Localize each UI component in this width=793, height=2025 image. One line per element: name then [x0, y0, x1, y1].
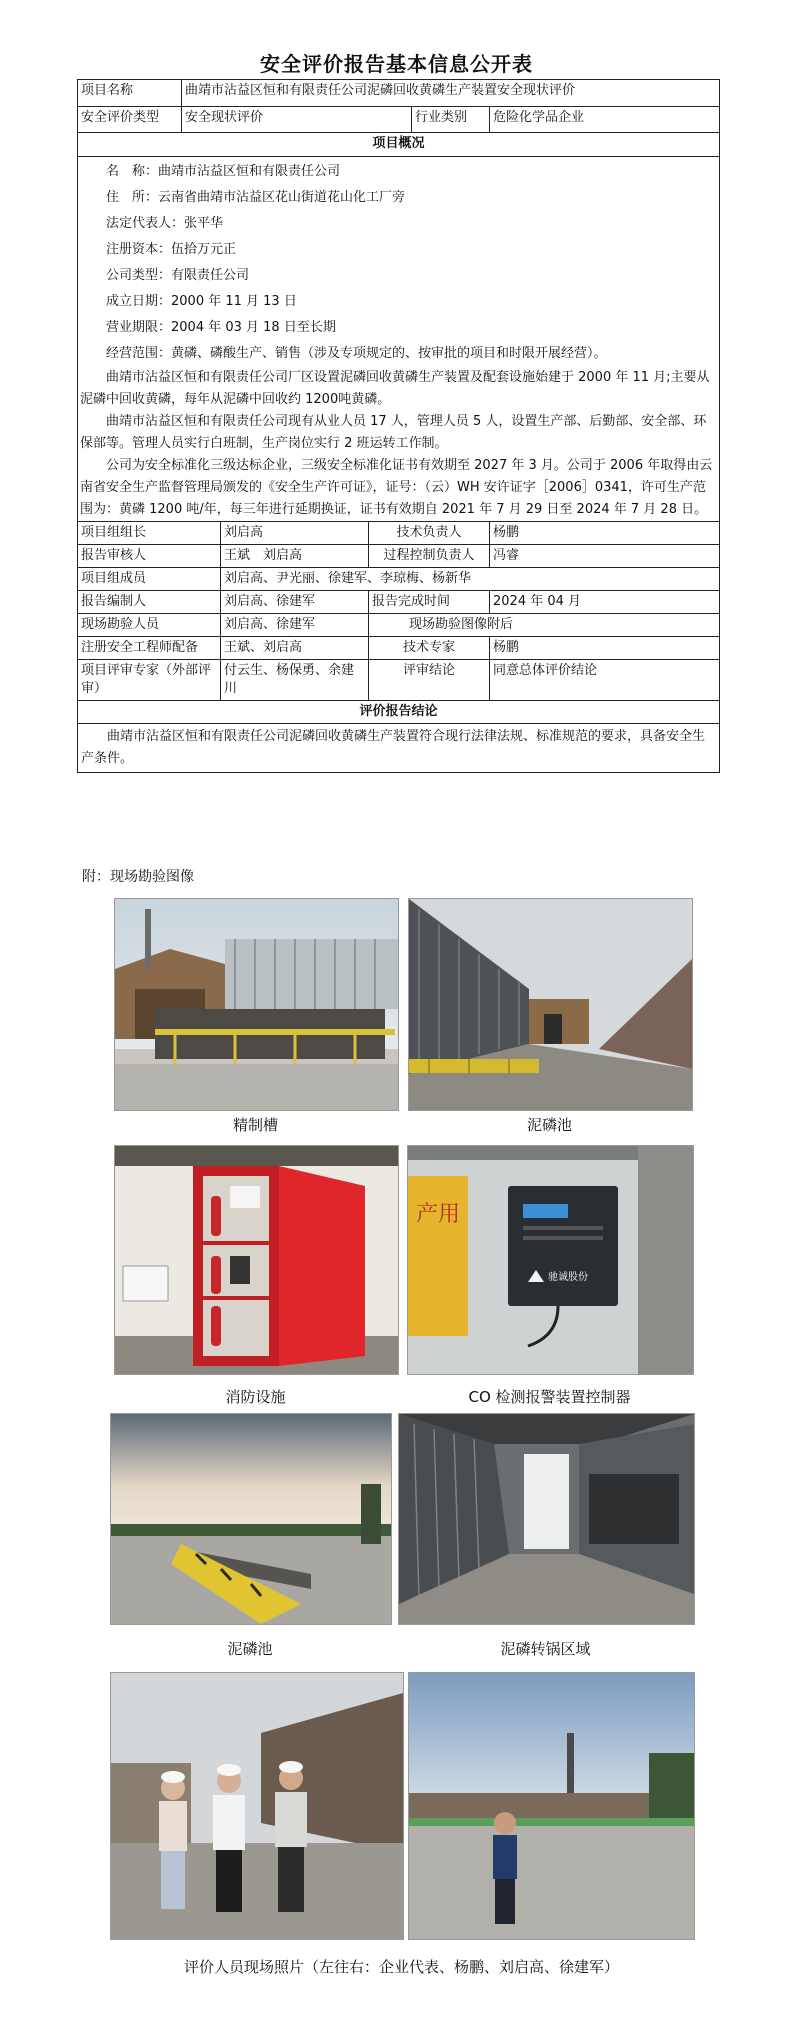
- process: 冯睿: [490, 545, 720, 568]
- photo-pot-transfer-area: [398, 1413, 695, 1625]
- overview-paragraph: 曲靖市沾益区恒和有限责任公司厂区设置泥磷回收黄磷生产装置及配套设施始建于 2000 年 11 月;主要从泥磷中回收黄磷，每年从泥磷中回收约 1200吨黄磷。: [80, 370, 710, 407]
- site: 刘启高、徐建军: [221, 614, 369, 637]
- expert: 杨鹏: [490, 637, 720, 660]
- overview-paragraph: 曲靖市沾益区恒和有限责任公司现有从业人员 17 人，管理人员 5 人，设置生产部、后勤部、安全部、环保部等。管理人员实行白班制，生产岗位实行 2 班运转工作制。: [80, 414, 707, 451]
- done: 2024 年 04 月: [490, 591, 720, 614]
- external: 付云生、杨保勇、余建川: [221, 660, 369, 701]
- overview-header: 项目概况: [78, 133, 720, 157]
- engineer: 王斌、刘启高: [221, 637, 369, 660]
- industry-label: 行业类别: [412, 107, 490, 133]
- members-label: 项目组成员: [78, 568, 221, 591]
- overview-line: 名 称：曲靖市沾益区恒和有限责任公司: [106, 164, 341, 179]
- caption-3: 消防设施: [225, 1388, 286, 1406]
- overview-paragraph: 公司为安全标准化三级达标企业，三级安全标准化证书有效期至 2027 年 3 月。公司于 2006 年取得由云南省安全生产监督管理局颁发的《安全生产许可证》，证号：（云）WH 安许证字［2006］0341，许可生产范围为：黄磷 1200 吨/年，每三年进行延期换证，证书有效期自 2021 年 7 月 29 日至 2024 年 7 月 28 日。: [80, 458, 713, 517]
- leader-label: 项目组组长: [78, 522, 221, 545]
- photo-fire-facilities: [114, 1145, 399, 1375]
- photo-team-member: [408, 1672, 695, 1940]
- done-label: 报告完成时间: [369, 591, 490, 614]
- overview-line: 注册资本：伍拾万元正: [106, 242, 237, 257]
- site-image-note: 现场勘验图像附后: [369, 614, 720, 637]
- process-label: 过程控制负责人: [369, 545, 490, 568]
- conclusion-label: 评审结论: [369, 660, 490, 701]
- info-table: [77, 79, 720, 773]
- expert-label: 技术专家: [369, 637, 490, 660]
- overview-line: 营业期限：2004 年 03 月 18 日至长期: [106, 320, 336, 335]
- overview-line: 成立日期：2000 年 11 月 13 日: [106, 294, 297, 309]
- external-label: 项目评审专家（外部评审）: [78, 660, 221, 701]
- caption-1: 精制槽: [232, 1116, 278, 1134]
- caption-5: 泥磷池: [227, 1640, 273, 1658]
- conclusion: 同意总体评价结论: [490, 660, 720, 701]
- industry: 危险化学品企业: [490, 107, 720, 133]
- device-brand: 驰诚股份: [548, 1272, 588, 1283]
- tech-lead-label: 技术负责人: [369, 522, 490, 545]
- eval-type: 安全现状评价: [182, 107, 412, 133]
- project-name-label: 项目名称: [78, 80, 182, 107]
- tech-lead: 杨鹏: [490, 522, 720, 545]
- reviewer: 王斌 刘启高: [221, 545, 369, 568]
- photo-phosphorus-pool: [408, 898, 693, 1111]
- photo-team-group: [110, 1672, 404, 1940]
- overview-line: 法定代表人：张平华: [106, 216, 224, 231]
- photo-refining-tank: [114, 898, 399, 1111]
- site-label: 现场勘验人员: [78, 614, 221, 637]
- caption-6: 泥磷转锅区域: [500, 1640, 591, 1658]
- writer-label: 报告编制人: [78, 591, 221, 614]
- overview-line: 住 所：云南省曲靖市沾益区花山街道花山化工厂旁: [106, 190, 406, 205]
- page-title: 安全评价报告基本信息公开表: [260, 52, 533, 76]
- conclusion-body: [78, 724, 720, 773]
- annex-label: 附：现场勘验图像: [82, 869, 194, 885]
- members: 刘启高、尹光丽、徐建军、李琼梅、杨新华: [221, 568, 720, 591]
- reviewer-label: 报告审核人: [78, 545, 221, 568]
- conclusion-text: 曲靖市沾益区恒和有限责任公司泥磷回收黄磷生产装置符合现行法律法规、标准规范的要求，具备安全生产条件。: [81, 729, 706, 766]
- conclusion-header: 评价报告结论: [78, 701, 720, 724]
- overview-body: [78, 157, 720, 522]
- engineer-label: 注册安全工程师配备: [78, 637, 221, 660]
- svg-text:产用: 产用: [416, 1202, 461, 1227]
- leader: 刘启高: [221, 522, 369, 545]
- caption-7: 评价人员现场照片（左往右：企业代表、杨鹏、刘启高、徐建军）: [183, 1958, 619, 1976]
- caption-4: CO 检测报警装置控制器: [468, 1388, 631, 1406]
- caption-2: 泥磷池: [526, 1116, 572, 1134]
- overview-line: 公司类型：有限责任公司: [106, 268, 250, 283]
- writer: 刘启高、徐建军: [221, 591, 369, 614]
- photo-phosphorus-pool-2: [110, 1413, 392, 1625]
- eval-type-label: 安全评价类型: [78, 107, 182, 133]
- project-name: 曲靖市沾益区恒和有限责任公司泥磷回收黄磷生产装置安全现状评价: [182, 80, 720, 107]
- photo-co-alarm-controller: [407, 1145, 694, 1375]
- overview-line: 经营范围：黄磷、磷酸生产、销售（涉及专项规定的、按审批的项目和时限开展经营）。: [106, 346, 607, 361]
